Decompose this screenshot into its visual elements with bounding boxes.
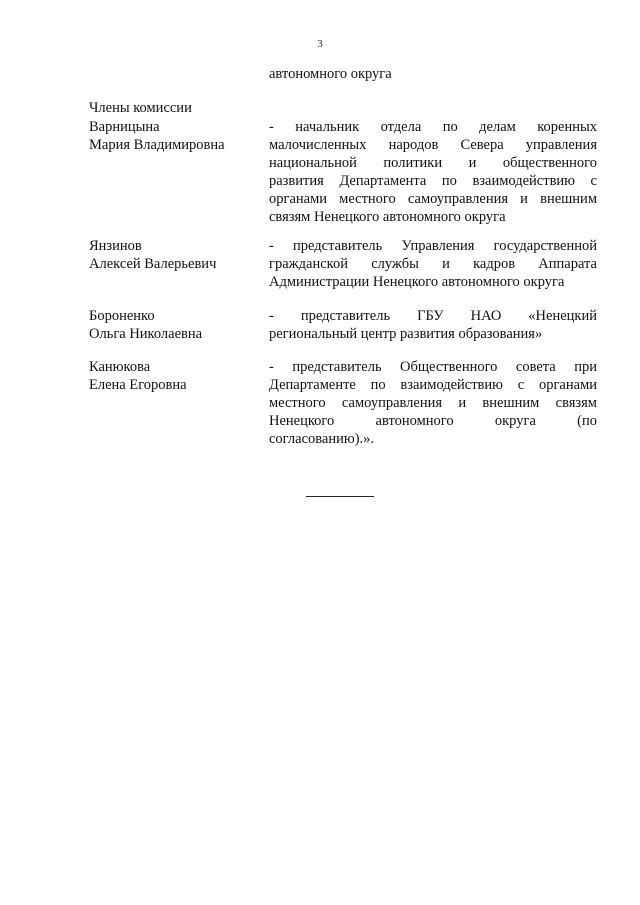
continuation-text: автономного округа xyxy=(269,66,392,82)
member-given-name: Елена Егоровна xyxy=(89,377,187,393)
member-role xyxy=(269,358,597,448)
role-line: - представитель Управления государственной xyxy=(269,238,597,254)
closing-divider xyxy=(306,496,374,497)
role-line: Ненецкого автономного округа (по xyxy=(269,413,597,429)
role-line: связям Ненецкого автономного округа xyxy=(269,209,506,225)
member-given-name: Мария Владимировна xyxy=(89,137,225,153)
role-line: гражданской службы и кадров Аппарата xyxy=(269,256,597,272)
member-given-name: Ольга Николаевна xyxy=(89,326,203,342)
role-line: согласованию).». xyxy=(269,431,375,447)
role-line: органами местного самоуправления и внешним xyxy=(269,191,597,207)
member-name xyxy=(89,118,259,154)
member-role xyxy=(269,307,597,343)
member-surname: Канюкова xyxy=(89,359,151,375)
member-given-name: Алексей Валерьевич xyxy=(89,256,217,272)
role-line: Администрации Ненецкого автономного округа xyxy=(269,274,565,290)
role-line: малочисленных народов Севера управления xyxy=(269,137,597,153)
member-surname: Варницына xyxy=(89,119,160,135)
section-title: Члены комиссии xyxy=(89,100,192,116)
role-line: - представитель Общественного совета при xyxy=(269,359,597,375)
member-role xyxy=(269,237,597,291)
role-line: развития Департамента по взаимодействию с xyxy=(269,173,597,189)
member-surname: Бороненко xyxy=(89,308,155,324)
member-role xyxy=(269,118,597,226)
role-line: местного самоуправления и внешним связям xyxy=(269,395,597,411)
member-name xyxy=(89,358,259,394)
role-line: Департаменте по взаимодействию с органами xyxy=(269,377,597,393)
page-number: 3 xyxy=(317,38,323,50)
role-line: - представитель ГБУ НАО «Ненецкий xyxy=(269,308,597,324)
role-line: национальной политики и общественного xyxy=(269,155,597,171)
member-name xyxy=(89,237,259,273)
member-name xyxy=(89,307,259,343)
role-line: региональный центр развития образования» xyxy=(269,326,543,342)
member-surname: Янзинов xyxy=(89,238,142,254)
role-line: - начальник отдела по делам коренных xyxy=(269,119,597,135)
